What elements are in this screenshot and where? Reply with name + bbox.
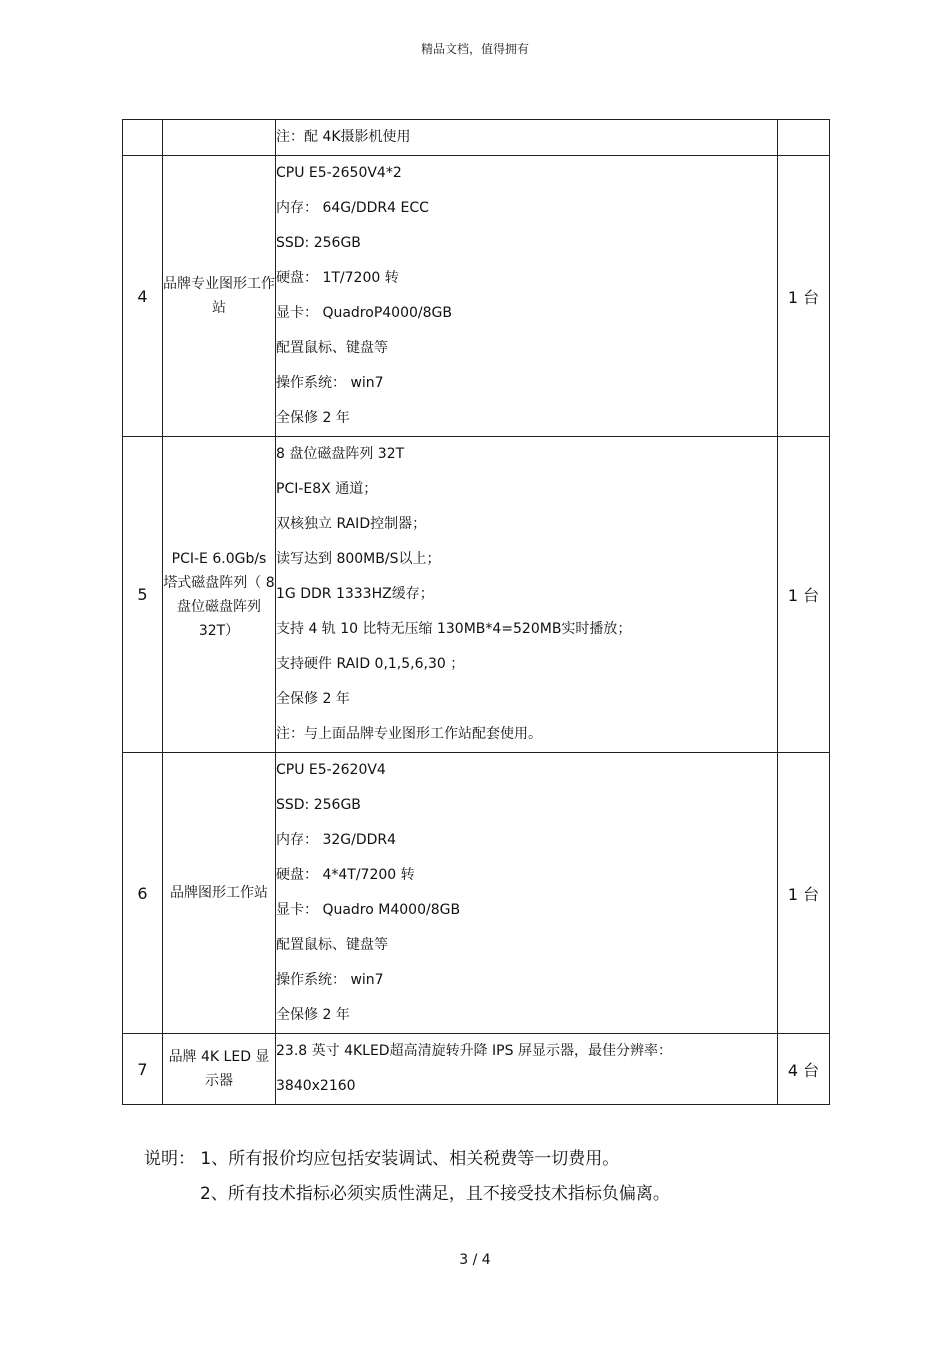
spec-line: 8 盘位磁盘阵列 32T	[276, 446, 405, 462]
spec-list	[276, 120, 778, 156]
spec-list	[276, 437, 778, 753]
spec-list	[276, 1034, 778, 1105]
spec-line: 1G DDR 1333HZ缓存；	[276, 586, 434, 602]
spec-line: 配置鼠标、键盘等	[276, 937, 388, 953]
spec-line: 注：配 4K摄影机使用	[276, 129, 411, 145]
table-row	[123, 753, 830, 1034]
spec-line: PCI-E8X 通道；	[276, 481, 378, 497]
spec-line: 全保修 2 年	[276, 691, 350, 707]
product-name: 品牌专业图形工作站	[163, 156, 276, 437]
spec-line: SSD: 256GB	[276, 235, 361, 251]
spec-line: 支持硬件 RAID 0,1,5,6,30 ；	[276, 656, 465, 672]
spec-line: 支持 4 轨 10 比特无压缩 130MB*4=520MB实时播放；	[276, 621, 632, 637]
quantity	[778, 120, 830, 156]
product-name	[163, 120, 276, 156]
spec-list	[276, 753, 778, 1034]
quantity: 1 台	[778, 753, 830, 1034]
product-name: 品牌图形工作站	[163, 753, 276, 1034]
spec-line: 硬盘： 1T/7200 转	[276, 270, 399, 286]
spec-line: CPU E5-2620V4	[276, 762, 386, 778]
spec-line: 操作系统： win7	[276, 375, 384, 391]
table-row	[123, 1034, 830, 1105]
spec-line: 显卡： Quadro M4000/8GB	[276, 902, 461, 918]
page-number: 3 / 4	[459, 1252, 491, 1268]
spec-line: 显卡： QuadroP4000/8GB	[276, 305, 452, 321]
notes	[144, 1142, 670, 1212]
table-row	[123, 156, 830, 437]
row-number: 5	[123, 437, 163, 753]
product-name: 品牌 4K LED 显示器	[163, 1034, 276, 1105]
spec-list	[276, 156, 778, 437]
note-line-2: 2、所有技术指标必须实质性满足，且不接受技术指标负偏离。	[200, 1184, 670, 1204]
spec-line: 读写达到 800MB/S以上；	[276, 551, 441, 567]
spec-line: 23.8 英寸 4KLED超高清旋转升降 IPS 屏显示器，最佳分辨率：	[276, 1043, 672, 1059]
spec-line: 配置鼠标、键盘等	[276, 340, 388, 356]
spec-table	[122, 119, 830, 1105]
spec-line: SSD: 256GB	[276, 797, 361, 813]
row-number: 6	[123, 753, 163, 1034]
spec-line: 注：与上面品牌专业图形工作站配套使用。	[276, 726, 542, 742]
spec-line: 内存： 64G/DDR4 ECC	[276, 200, 429, 216]
spec-line: 内存： 32G/DDR4	[276, 832, 397, 848]
product-name: PCI-E 6.0Gb/s 塔式磁盘阵列（ 8 盘位磁盘阵列 32T）	[163, 437, 276, 753]
quantity: 1 台	[778, 437, 830, 753]
quantity: 4 台	[778, 1034, 830, 1105]
spec-line: 双核独立 RAID控制器；	[276, 516, 427, 532]
quantity: 1 台	[778, 156, 830, 437]
spec-line: CPU E5-2650V4*2	[276, 165, 402, 181]
row-number: 7	[123, 1034, 163, 1105]
spec-line: 硬盘： 4*4T/7200 转	[276, 867, 415, 883]
spec-line: 操作系统： win7	[276, 972, 384, 988]
row-number	[123, 120, 163, 156]
note-line-1: 说明： 1、所有报价均应包括安装调试、相关税费等一切费用。	[144, 1149, 620, 1169]
table-row	[123, 120, 830, 156]
table-row	[123, 437, 830, 753]
spec-line: 全保修 2 年	[276, 410, 350, 426]
row-number: 4	[123, 156, 163, 437]
page-header: 精品文档，值得拥有	[420, 42, 529, 56]
spec-line: 全保修 2 年	[276, 1007, 350, 1023]
spec-line: 3840x2160	[276, 1078, 356, 1094]
